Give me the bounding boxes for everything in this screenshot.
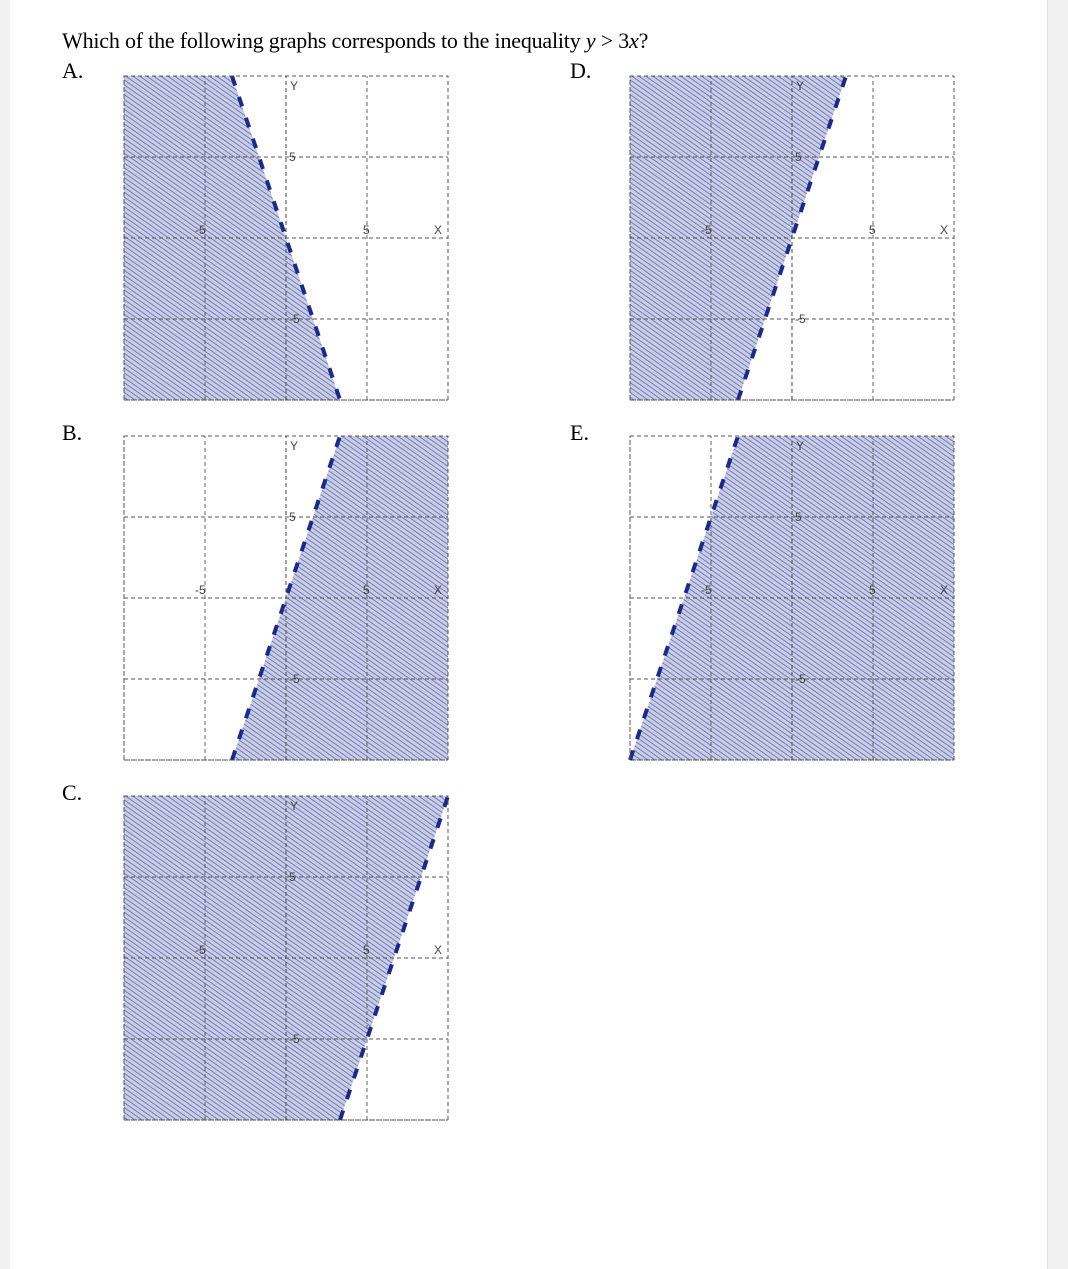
tick-label-x-neg: -5 bbox=[701, 223, 712, 237]
y-axis-label: Y bbox=[290, 799, 299, 813]
tick-label-x-pos: 5 bbox=[363, 943, 370, 957]
option-e-label[interactable]: E. bbox=[570, 420, 589, 445]
question-text bbox=[62, 28, 648, 54]
tick-label-y-neg: -5 bbox=[289, 312, 300, 326]
tick-label-x-neg: -5 bbox=[195, 223, 206, 237]
option-c-label[interactable]: C. bbox=[62, 780, 83, 805]
x-axis-label: X bbox=[940, 583, 949, 597]
tick-label-x-pos: 5 bbox=[363, 223, 370, 237]
tick-label-y-pos: 5 bbox=[289, 510, 296, 524]
x-axis-label: X bbox=[434, 943, 443, 957]
question-coefficient: 3 bbox=[618, 28, 630, 53]
option-b-label[interactable]: B. bbox=[62, 420, 83, 445]
tick-label-x-neg: -5 bbox=[195, 943, 206, 957]
tick-label-x-pos: 5 bbox=[363, 583, 370, 597]
tick-label-x-neg: -5 bbox=[701, 583, 712, 597]
tick-label-y-pos: 5 bbox=[289, 870, 296, 884]
tick-label-y-neg: -5 bbox=[795, 672, 806, 686]
tick-label-x-pos: 5 bbox=[869, 583, 876, 597]
graph-option-c[interactable] bbox=[122, 794, 450, 1122]
tick-label-y-pos: 5 bbox=[795, 150, 802, 164]
option-d-label[interactable]: D. bbox=[570, 58, 592, 83]
graph-c-svg bbox=[122, 794, 450, 1122]
x-axis-label: X bbox=[940, 223, 949, 237]
question-suffix: ? bbox=[638, 28, 649, 53]
graph-option-b[interactable] bbox=[122, 434, 450, 762]
left-frame bbox=[0, 0, 10, 1269]
graph-d-svg bbox=[628, 74, 956, 402]
question-prefix: Which of the following graphs corresponds to the inequality bbox=[62, 28, 586, 53]
y-axis-label: Y bbox=[796, 439, 805, 453]
question-var-x: x bbox=[629, 28, 639, 53]
y-axis-label: Y bbox=[796, 79, 805, 93]
tick-label-x-pos: 5 bbox=[869, 223, 876, 237]
y-axis-label: Y bbox=[290, 79, 299, 93]
x-axis-label: X bbox=[434, 583, 443, 597]
tick-label-y-pos: 5 bbox=[289, 150, 296, 164]
right-scrollbar-track[interactable] bbox=[1047, 0, 1068, 1269]
tick-label-y-neg: -5 bbox=[289, 672, 300, 686]
y-axis-label: Y bbox=[290, 439, 299, 453]
question-operator: > bbox=[595, 28, 619, 53]
option-a-label[interactable]: A. bbox=[62, 58, 84, 83]
graph-e-svg bbox=[628, 434, 956, 762]
graph-a-svg bbox=[122, 74, 450, 402]
graph-option-a[interactable] bbox=[122, 74, 450, 402]
tick-label-y-neg: -5 bbox=[795, 312, 806, 326]
graph-option-e[interactable] bbox=[628, 434, 956, 762]
question-var-y: y bbox=[585, 28, 596, 53]
graph-option-d[interactable] bbox=[628, 74, 956, 402]
tick-label-y-pos: 5 bbox=[795, 510, 802, 524]
graph-b-svg bbox=[122, 434, 450, 762]
x-axis-label: X bbox=[434, 223, 443, 237]
tick-label-y-neg: -5 bbox=[289, 1032, 300, 1046]
tick-label-x-neg: -5 bbox=[195, 583, 206, 597]
